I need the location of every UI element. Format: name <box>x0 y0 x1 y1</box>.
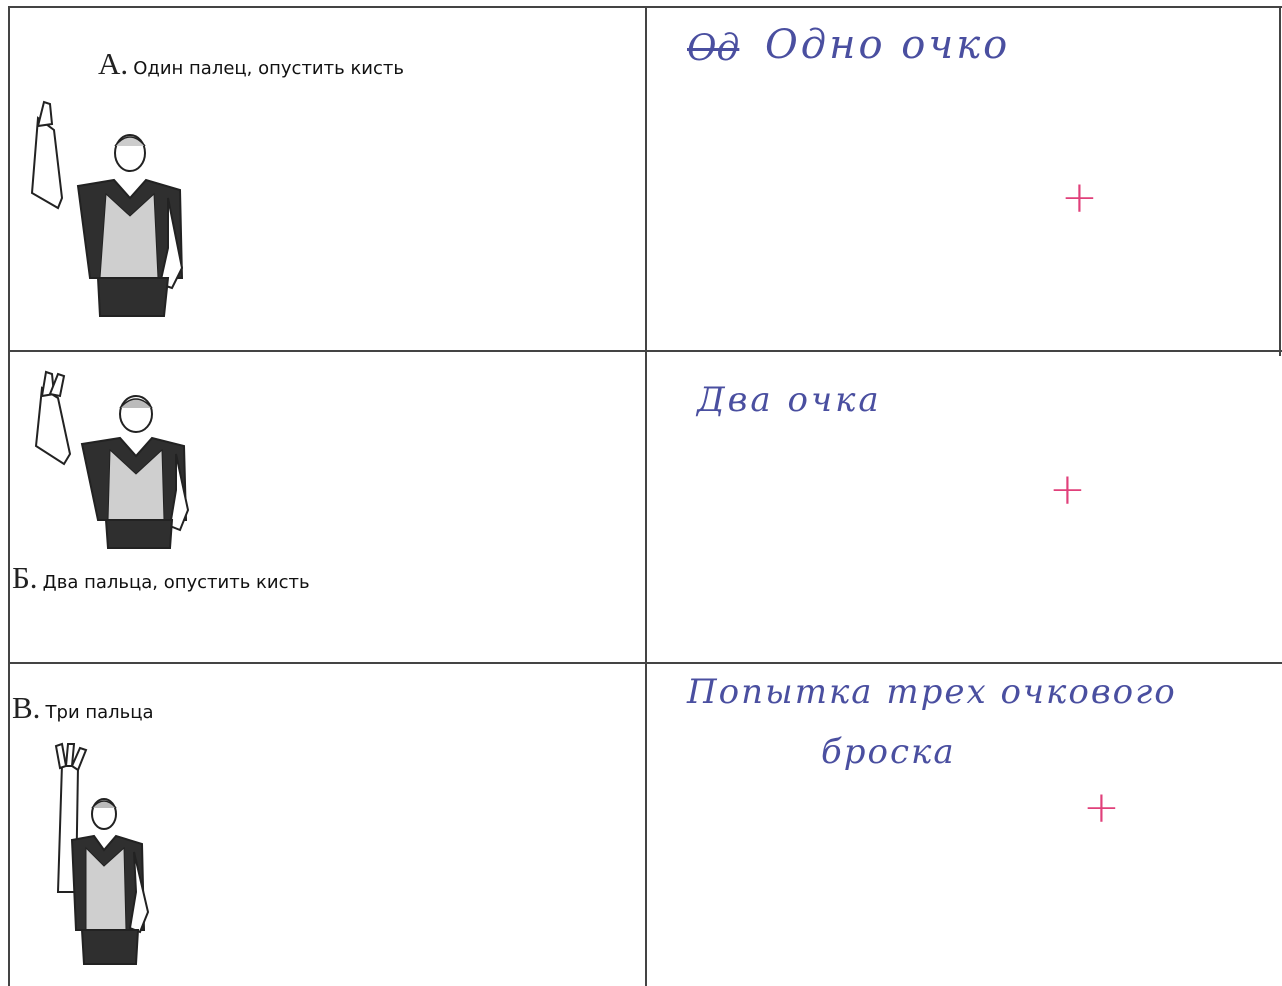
row-2-answer-cell[interactable] <box>647 352 1279 662</box>
referee-three-fingers-icon <box>42 742 172 972</box>
row-2-answer: Два очка <box>697 380 882 420</box>
row-3-letter: В. <box>12 690 41 725</box>
row-1-description: Один палец, опустить кисть <box>133 58 404 79</box>
row-3-answer-cell[interactable] <box>647 664 1279 986</box>
row-2-left-cell <box>10 352 645 662</box>
referee-two-fingers-icon <box>24 370 194 550</box>
row-1-check-mark: + <box>1061 172 1098 223</box>
row-2-label <box>12 560 310 596</box>
row-3-label <box>12 690 154 726</box>
row-2-letter: Б. <box>12 560 38 595</box>
row-1-left-cell <box>10 8 645 350</box>
row-3-check-mark: + <box>1083 782 1120 833</box>
row-1-letter: А. <box>98 46 129 81</box>
row-3-description: Три пальца <box>45 702 154 723</box>
row-3-answer-line-2: броска <box>821 732 956 772</box>
table-border-right <box>1279 6 1281 356</box>
row-2-description: Два пальца, опустить кисть <box>42 572 310 593</box>
row-1-crossed-word: Од <box>687 28 740 69</box>
row-3-answer-line-1: Попытка трех очкового <box>687 672 1177 712</box>
row-1-answer: Одно очко <box>765 22 1011 68</box>
row-2-check-mark: + <box>1049 464 1086 515</box>
row-3-left-cell <box>10 664 645 986</box>
row-1-label <box>98 46 404 82</box>
row-1-answer-cell[interactable] <box>647 8 1279 350</box>
referee-one-finger-icon <box>18 98 188 318</box>
